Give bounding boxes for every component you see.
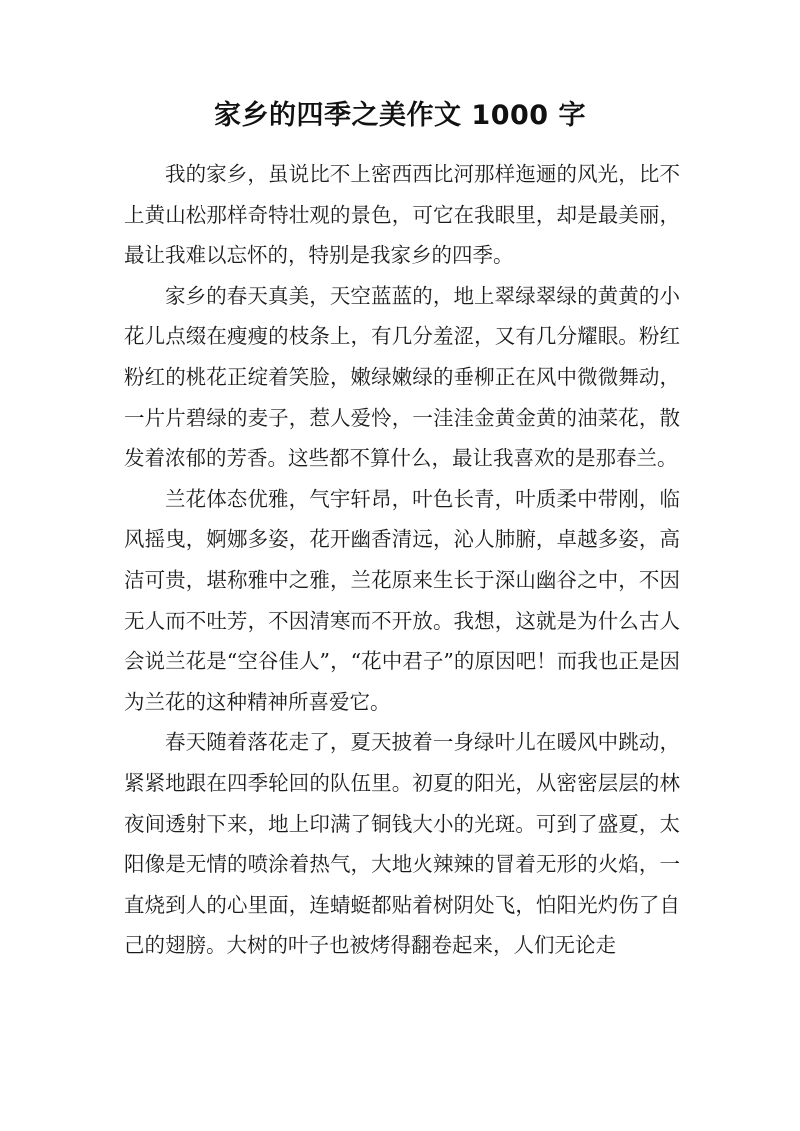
document-body <box>124 154 680 966</box>
paragraph-1: 我的家乡，虽说比不上密西西比河那样迤逦的风光，比不上黄山松那样奇特壮观的景色，可它在我眼里，却是最美丽，最让我难以忘怀的，特别是我家乡的四季。 <box>124 162 680 268</box>
paragraph-4: 春天随着落花走了，夏天披着一身绿叶儿在暖风中跳动，紧紧地跟在四季轮回的队伍里。初夏的阳光，从密密层层的林夜间透射下来，地上印满了铜钱大小的光斑。可到了盛夏，太阳像是无情的喷涂着热气，大地火辣辣的冒着无形的火焰，一直烧到人的心里面，连蜻蜓都贴着树阴处飞，怕阳光灼伤了自己的翅膀。大树的叶子也被烤得翻卷起来，人们无论走 <box>124 730 680 958</box>
paragraph-2: 家乡的春天真美，天空蓝蓝的，地上翠绿翠绿的黄黄的小花儿点缀在瘦瘦的枝条上，有几分羞涩，又有几分耀眼。粉红粉红的桃花正绽着笑脸，嫩绿嫩绿的垂柳正在风中微微舞动，一片片碧绿的麦子，惹人爱怜，一洼洼金黄金黄的油菜花，散发着浓郁的芳香。这些都不算什么，最让我喜欢的是那春兰。 <box>124 283 680 471</box>
paragraph-3: 兰花体态优雅，气宇轩昂，叶色长青，叶质柔中带刚，临风摇曳，婀娜多姿，花开幽香清远，沁人肺腑，卓越多姿，高洁可贵，堪称雅中之雅，兰花原来生长于深山幽谷之中，不因无人而不吐芳，不因清寒而不开放。我想，这就是为什么古人会说兰花是“空谷佳人”，“花中君子”的原因吧！而我也正是因为兰花的这种精神所喜爱它。 <box>124 486 680 714</box>
document-title: 家乡的四季之美作文 1000 字 <box>214 100 586 131</box>
